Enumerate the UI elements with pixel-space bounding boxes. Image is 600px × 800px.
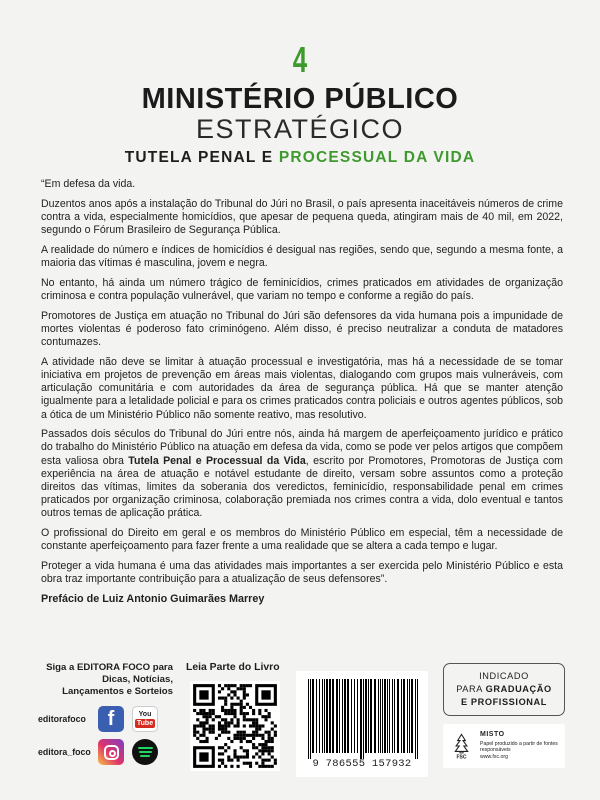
indicado-badge [443, 663, 565, 716]
youtube-you: You [138, 711, 152, 718]
book-title-bold: Tutela Penal e Processual da Vida [128, 454, 306, 467]
read-sample-label: Leia Parte do Livro [186, 662, 280, 673]
subtitle [0, 149, 600, 167]
indicado-para: PARA [456, 684, 486, 694]
youtube-icon[interactable] [132, 706, 158, 732]
social-row-2 [38, 739, 166, 765]
paragraph: Promotores de Justiça em atuação no Tribunal do Júri são defensores da vida humana pois a impunidade de mortes violentas é poderoso fato criminógeno. Além disso, é preciso neutralizar a conduta de matadores contumazes. [41, 309, 563, 349]
title-line-2: ESTRATÉGICO [195, 114, 405, 144]
paragraph: O profissional do Direito em geral e os membros do Ministério Público em especial, têm a necessidade de constante aperfeiçoamento para fazer frente a uma realidade que se altera a cada tempo e lugar. [41, 527, 563, 553]
paragraph [41, 428, 563, 520]
follow-text: Siga a EDITORA FOCO para Dicas, Notícias, Lançamentos e Sorteios [46, 662, 173, 697]
preface-text [41, 178, 563, 606]
fsc-text [480, 732, 565, 760]
paragraph: “Em defesa da vida. [41, 178, 136, 190]
subtitle-part-1: TUTELA PENAL E [124, 149, 279, 166]
paragraph-part: Passados dois séculos do Tribunal do Júri entre nós, ainda há margem de aperfeiçoamento jurídico e prático do trabalho do Ministério Público na atuação em defesa da vida, como se pode ver pelos artigos que compõem esta valiosa obra [41, 428, 563, 467]
volume-number: 4 [292, 39, 308, 80]
youtube-tube: Tube [136, 720, 154, 727]
title-line-1: MINISTÉRIO PÚBLICO [141, 83, 459, 115]
facebook-icon[interactable]: f [98, 706, 124, 732]
fsc-description: Papel produzido a partir de fontes responsáveis [480, 740, 558, 753]
paragraph: A atividade não deve se limitar à atuação processual e investigatória, mas há a necessidade de se tomar iniciativa em projetos de prevenção em áreas mais violentas, dialogando com grupos mais vulneráveis, com articulação comunitária e com autoridades da área de segurança pública. Há que se manter atenção igualmente para a letalidade policial e para os crimes praticados contra policiais e outros agentes públicos, sob a ótica de um Ministério Público não somente reativo, mas resolutivo. [41, 355, 563, 421]
indicado-line-2 [444, 683, 564, 696]
paragraph: No entanto, há ainda um número trágico de feminicídios, crimes praticados em atividades de organização criminosa e contra população vulnerável, que variam no tempo e conforme a região do país. [41, 276, 563, 302]
subtitle-part-2: PROCESSUAL DA VIDA [278, 149, 476, 166]
fsc-site: www.fsc.org [480, 753, 508, 760]
indicado-line-3 [444, 696, 564, 709]
indicado-line-1: INDICADO [479, 671, 529, 681]
instagram-icon[interactable] [98, 739, 124, 765]
paragraph-part: , escrito por Promotores, Promotoras de Justiça com experiência na área de atuação e notável estudante de direito, versam sobre assuntos como a proteção direitos das vítimas, limites da soberania dos veredictos, feminicídio, responsabilidade penal em crimes praticados por organização criminosa, colaboração premiada nos crimes contra a vida, dolo eventual e tantos outros temas de aplicação prática. [41, 454, 563, 520]
paragraph: A realidade do número e índices de homicídios é desigual nas regiões, sendo que, segundo a mesma fonte, a maioria das vítimas é masculina, jovem e negra. [41, 243, 563, 270]
social-handle: editora_foco [38, 747, 91, 757]
paragraph: Duzentos anos após a instalação do Tribunal do Júri no Brasil, o país apresenta inaceitáveis números de crime contra a vida, especialmente homicídios, que apesar de pequena queda, atingiram mais de 40 mil, em 2022, segundo o Fórum Brasileiro de Segurança Pública. [41, 197, 563, 237]
fsc-mark: FSC [456, 754, 467, 761]
qr-code[interactable] [190, 681, 280, 771]
social-handle: editorafoco [38, 714, 86, 724]
fsc-label [443, 724, 565, 768]
indicado-profissional: E PROFISSIONAL [461, 697, 547, 707]
social-row-1 [38, 706, 166, 732]
paragraph: Proteger a vida humana é uma das atividades mais importantes a ser exercida pelo Ministério Público e esta obra traz importante contribuição para a atualização de seus defensores”. [41, 560, 563, 586]
fsc-tree-icon [453, 729, 470, 763]
fsc-title: MISTO [480, 731, 505, 738]
cover-header [0, 40, 600, 167]
spotify-icon[interactable] [132, 739, 158, 765]
indicado-graduacao: GRADUAÇÃO [485, 684, 552, 694]
preface-signature: Prefácio de Luiz Antonio Guimarães Marrey [41, 592, 265, 605]
isbn-number: 9 786555 157932 [312, 758, 412, 770]
